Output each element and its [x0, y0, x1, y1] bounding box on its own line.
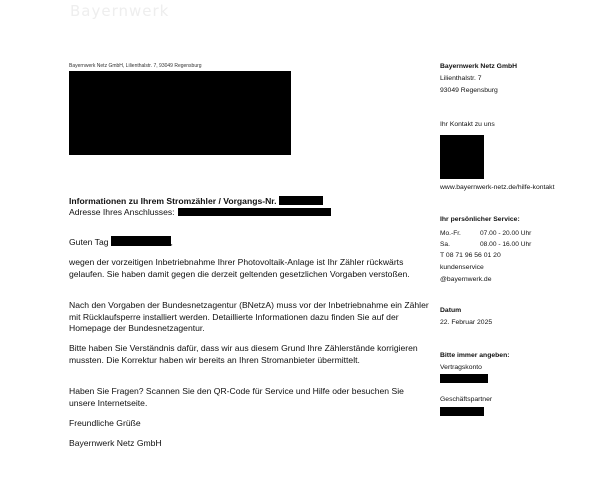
redacted-address — [178, 208, 331, 216]
contact-label: Ihr Kontakt zu uns — [440, 121, 495, 128]
service-email-line2: @bayernwerk.de — [440, 276, 492, 283]
greeting-comma: , — [170, 237, 173, 247]
paragraph-regulation: Nach den Vorgaben der Bundesnetzagentur (BNetzA) muss vor der Inbetriebnahme ein Zähler mit Rücklaufsperre installiert werden. Detaillierte Informationen dazu finden Sie auf der Homepage der Bundesnetzagentur. — [69, 300, 429, 333]
hours-day: Mo.-Fr. — [440, 230, 461, 237]
return-address: Bayernwerk Netz GmbH, Lilienthalstr. 7, 93049 Regensburg — [69, 63, 202, 69]
sidebar-company: Bayernwerk Netz GmbH — [440, 63, 518, 70]
redacted-account-number — [440, 374, 488, 383]
address-label: Adresse Ihres Anschlusses: — [69, 207, 175, 217]
date-label: Datum — [440, 307, 462, 314]
service-hours — [440, 228, 531, 250]
paragraph-meter-issue: wegen der vorzeitigen Inbetriebnahme Ihrer Photovoltaik-Anlage ist Ihr Zähler rückwärts gelaufen. Sie haben damit gegen die derzeit geltenden gesetzlichen Vorgaben verstoßen. — [69, 257, 410, 279]
sidebar-street: Lilienthalstr. 7 — [440, 75, 482, 82]
closing: Freundliche Grüße — [69, 418, 141, 428]
account-label: Vertragskonto — [440, 364, 482, 371]
hours-day: Sa. — [440, 241, 450, 248]
redacted-name — [111, 236, 171, 246]
redacted-partner-number — [440, 407, 484, 416]
hours-time: 07.00 - 20.00 Uhr — [480, 230, 532, 237]
service-email-line1: kundenservice — [440, 264, 484, 271]
greeting — [69, 236, 173, 247]
letter-subject — [69, 196, 323, 206]
service-phone: T 08 71 96 56 01 20 — [440, 252, 501, 259]
date-value: 22. Februar 2025 — [440, 319, 493, 326]
paragraph-questions: Haben Sie Fragen? Scannen Sie den QR-Code für Service und Hilfe oder besuchen Sie unsere Internetseite. — [69, 386, 404, 408]
paragraph-correction: Bitte haben Sie Verständnis dafür, dass wir aus diesem Grund Ihre Zählerstände korrigieren mussten. Die Korrektur haben wir bereits an Ihren Stromanbieter übermittelt. — [69, 343, 418, 365]
faint-header-text: Bayernwerk — [70, 2, 170, 20]
subject-text: Informationen zu Ihrem Stromzähler / Vorgangs-Nr. — [69, 196, 277, 206]
signature: Bayernwerk Netz GmbH — [69, 438, 162, 448]
always-provide-label: Bitte immer angeben: — [440, 352, 510, 359]
hours-row-saturday — [440, 239, 531, 250]
redacted-case-number — [279, 196, 323, 205]
sidebar-city: 93049 Regensburg — [440, 87, 498, 94]
connection-address — [69, 207, 331, 217]
redacted-recipient-address — [69, 71, 291, 155]
qr-code-redacted — [440, 135, 484, 179]
hours-time: 08.00 - 16.00 Uhr — [480, 241, 532, 248]
greeting-text: Guten Tag — [69, 237, 109, 247]
hours-row-weekdays — [440, 228, 531, 239]
partner-label: Geschäftspartner — [440, 396, 493, 403]
service-title: Ihr persönlicher Service: — [440, 216, 520, 223]
contact-url[interactable]: www.bayernwerk-netz.de/hilfe-kontakt — [440, 184, 555, 191]
